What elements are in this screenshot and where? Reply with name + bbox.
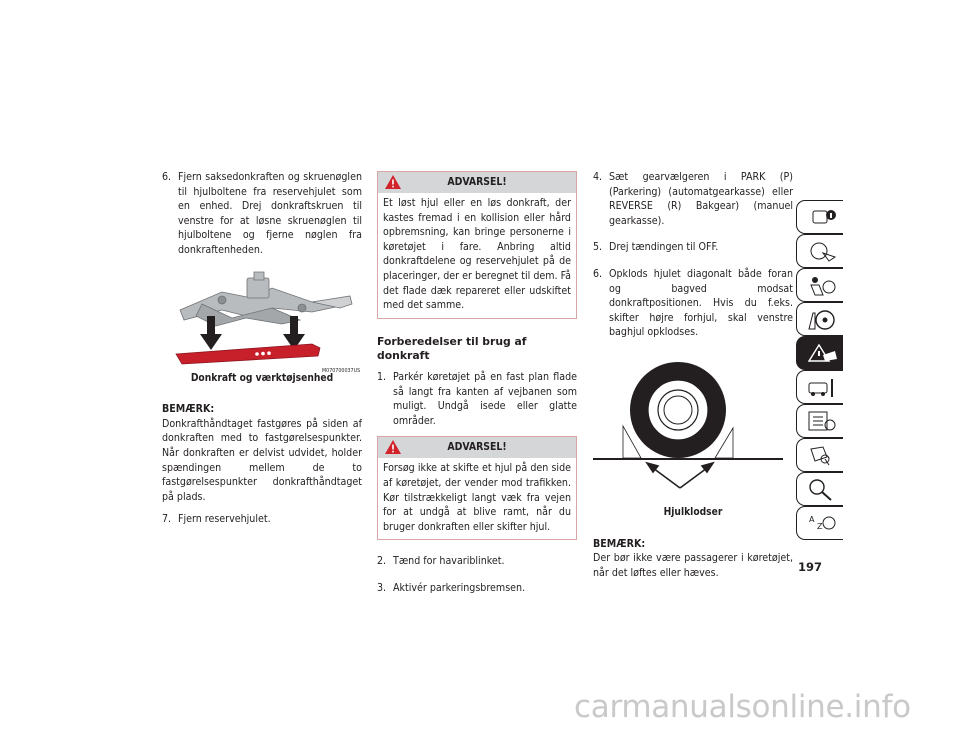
warning-title: ADVARSEL! (447, 176, 507, 188)
step-number: 7. (162, 513, 172, 526)
svg-text:Z: Z (817, 522, 823, 531)
warning-header (378, 437, 576, 458)
step-number: 3. (377, 581, 387, 594)
warning-box (377, 436, 577, 540)
index-icon (805, 511, 839, 535)
warning-title: ADVARSEL! (447, 441, 507, 454)
watermark: carmanualsonline.info (574, 689, 911, 725)
warning-text: Et løst hjul eller en løs donkraft, der kastes fremad i en kollision eller hård opbremsning, kan bringe personerne i køretøjet i fare. Anbring altid donkraftdelene og reservehjulet på de placeringer, der er beregnet til dem. Få det flade dæk repareret eller udskiftet med det samme. (383, 197, 571, 312)
vehicle-info-tab[interactable] (796, 200, 843, 234)
warning-header (378, 172, 576, 193)
multimedia-icon (805, 443, 839, 467)
svg-text:A: A (809, 515, 815, 524)
jack-tool-image (162, 268, 362, 378)
left-column (162, 170, 362, 535)
warning-text: Forsøg ikke at skifte et hjul på den side af køretøjet, der vender mod trafikken. Kør tilstrækkeligt langt væk fra vejen for at undgå at blive ramt, når du bruger donkraften eller skifter hjul. (383, 462, 571, 533)
technical-specifications-tab[interactable] (796, 404, 843, 438)
step-number: 1. (377, 370, 387, 383)
step-number: 6. (593, 267, 603, 280)
step-text: Sæt gearvælgeren i PARK (P) (Parkering) (automatgearkasse) eller REVERSE (R) Bakgear) (manuel gearkasse). (609, 171, 793, 227)
getting-to-know-tab[interactable] (796, 234, 843, 268)
step-number: 2. (377, 555, 387, 568)
technical-specifications-icon (805, 409, 839, 433)
note-text: Donkrafthåndtaget fastgøres på siden af donkraften med to fastgørelsespunkter. Når donkraften er delvist udvidet, holder spændingen mellem de to fastgørelsespunkter donkrafthåndtaget på plads. (162, 417, 362, 503)
step-number: 4. (593, 171, 603, 183)
step-text: Fjern saksedonkraften og skruenøglen til hjulboltene fra reservehjulet som en enhed. Drej donkraftskruen til venstre for at løsne skruenøglen til hjulboltene og fjerne nøglen fra donkraftenheden. (178, 171, 362, 256)
step-text: Aktivér parkeringsbremsen. (393, 581, 526, 594)
step-text: Drej tændingen til OFF. (609, 241, 719, 254)
note-heading: BEMÆRK: (593, 537, 646, 550)
step-5-ignition (593, 240, 793, 255)
warning-triangle-icon (385, 175, 401, 189)
warning-triangle-icon (385, 440, 401, 454)
step-6-wheel-blocks (593, 267, 793, 340)
step-4-gear (593, 170, 793, 228)
in-case-of-emergency-icon (805, 341, 839, 365)
starting-operating-icon (805, 307, 839, 331)
jack-figure (162, 268, 362, 378)
figure-code: M070700037US (322, 368, 361, 374)
safety-icon (805, 273, 839, 297)
section-heading: Forberedelser til brug af donkraft (377, 334, 527, 363)
page-number: 197 (798, 560, 823, 574)
customer-assistance-icon (805, 477, 839, 501)
step-number: 6. (162, 171, 172, 183)
step-6-jack-removal (162, 170, 362, 258)
right-column (593, 170, 793, 580)
index-tab[interactable] (796, 506, 843, 540)
note-text: Der bør ikke være passagerer i køretøjet, når det løftes eller hæves. (593, 552, 793, 579)
wheel-blocks-figure (593, 362, 793, 512)
getting-to-know-icon (805, 239, 839, 263)
warning-box (377, 171, 577, 319)
step-number: 5. (593, 241, 603, 254)
servicing-maintenance-icon (805, 375, 839, 399)
step-3-parking-brake (377, 581, 577, 596)
vehicle-info-icon (805, 205, 839, 229)
customer-assistance-tab[interactable] (796, 472, 843, 506)
step-2-hazard (377, 554, 577, 569)
multimedia-tab[interactable] (796, 438, 843, 472)
middle-column (377, 171, 577, 603)
step-text: Tænd for havariblinket. (393, 555, 505, 568)
servicing-maintenance-tab[interactable] (796, 370, 843, 404)
step-text: Parkér køretøjet på en fast plan flade så langt fra kanten af vejbanen som muligt. Undgå isede eller glatte områder. (393, 370, 577, 427)
note-heading: BEMÆRK: (162, 403, 215, 416)
safety-tab[interactable] (796, 268, 843, 302)
in-case-of-emergency-tab[interactable] (796, 336, 843, 370)
figure-caption: Hjulklodser (663, 506, 723, 518)
figure-caption: Donkraft og værktøjsenhed (190, 372, 334, 384)
step-7-remove-spare (162, 512, 362, 527)
starting-operating-tab[interactable] (796, 302, 843, 336)
step-text: Fjern reservehjulet. (178, 513, 271, 526)
step-1-park (377, 370, 577, 428)
step-text: Opklods hjulet diagonalt både foran og bagved modsat donkraftpositionen. Hvis du f.eks. skifter højre forhjul, skal venstre baghjul opklodses. (609, 267, 793, 339)
wheel-chock-image (593, 362, 793, 512)
